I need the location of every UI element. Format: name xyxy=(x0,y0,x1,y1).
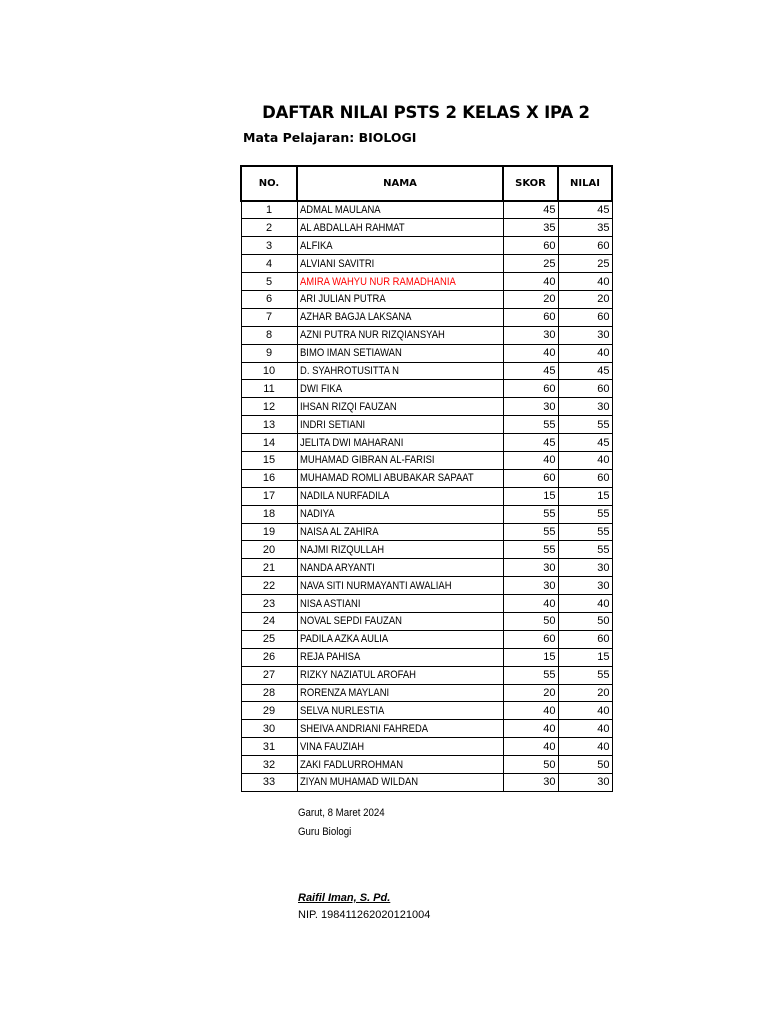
cell-nilai: 20 xyxy=(558,290,612,308)
cell-no: 1 xyxy=(241,201,297,219)
cell-skor: 45 xyxy=(503,362,558,380)
grades-table xyxy=(240,165,613,792)
cell-name xyxy=(297,469,503,487)
table-row xyxy=(241,290,612,308)
cell-no: 14 xyxy=(241,434,297,452)
column-header-nilai: NILAI xyxy=(558,166,612,201)
student-name: ARI JULIAN PUTRA xyxy=(299,293,386,306)
cell-no: 19 xyxy=(241,523,297,541)
cell-no: 27 xyxy=(241,666,297,684)
table-row xyxy=(241,237,612,255)
cell-nilai: 30 xyxy=(558,559,612,577)
cell-no: 18 xyxy=(241,505,297,523)
table-row xyxy=(241,308,612,326)
cell-skor: 60 xyxy=(503,469,558,487)
student-name: SELVA NURLESTIA xyxy=(299,704,384,717)
cell-nilai: 50 xyxy=(558,612,612,630)
cell-no: 21 xyxy=(241,559,297,577)
cell-no: 17 xyxy=(241,487,297,505)
signature-place-date-text: Garut, 8 Maret 2024 xyxy=(298,807,385,819)
cell-name xyxy=(297,487,503,505)
cell-nilai: 15 xyxy=(558,648,612,666)
student-name: REJA PAHISA xyxy=(299,651,360,664)
table-row xyxy=(241,469,612,487)
student-name: AZHAR BAGJA LAKSANA xyxy=(299,311,411,324)
cell-skor: 40 xyxy=(503,702,558,720)
cell-name xyxy=(297,666,503,684)
student-name: AZNI PUTRA NUR RIZQIANSYAH xyxy=(299,329,445,342)
cell-no: 13 xyxy=(241,416,297,434)
cell-name xyxy=(297,362,503,380)
cell-name xyxy=(297,523,503,541)
table-row xyxy=(241,380,612,398)
cell-no: 30 xyxy=(241,720,297,738)
table-row xyxy=(241,559,612,577)
cell-skor: 20 xyxy=(503,684,558,702)
cell-no: 16 xyxy=(241,469,297,487)
cell-nilai: 30 xyxy=(558,577,612,595)
cell-name xyxy=(297,416,503,434)
cell-name xyxy=(297,290,503,308)
cell-no: 4 xyxy=(241,255,297,273)
table-row xyxy=(241,416,612,434)
cell-no: 33 xyxy=(241,774,297,792)
cell-nilai: 45 xyxy=(558,434,612,452)
cell-no: 2 xyxy=(241,219,297,237)
table-row xyxy=(241,720,612,738)
table-row xyxy=(241,362,612,380)
signature-place-date xyxy=(298,807,396,819)
cell-no: 32 xyxy=(241,756,297,774)
cell-nilai: 50 xyxy=(558,756,612,774)
table-row xyxy=(241,505,612,523)
cell-skor: 30 xyxy=(503,559,558,577)
cell-nilai: 40 xyxy=(558,344,612,362)
cell-nilai: 55 xyxy=(558,666,612,684)
cell-nilai: 35 xyxy=(558,219,612,237)
table-row xyxy=(241,219,612,237)
student-name: NADIYA xyxy=(299,508,335,521)
cell-skor: 55 xyxy=(503,523,558,541)
cell-name xyxy=(297,630,503,648)
cell-nilai: 40 xyxy=(558,451,612,469)
cell-name xyxy=(297,595,503,613)
signature-role xyxy=(298,826,359,838)
cell-name xyxy=(297,702,503,720)
cell-skor: 40 xyxy=(503,344,558,362)
cell-skor: 40 xyxy=(503,738,558,756)
cell-skor: 60 xyxy=(503,237,558,255)
cell-name xyxy=(297,398,503,416)
cell-name xyxy=(297,612,503,630)
signature-role-text: Guru Biologi xyxy=(298,826,352,838)
student-name: MUHAMAD GIBRAN AL-FARISI xyxy=(299,454,435,467)
table-row xyxy=(241,774,612,792)
table-row xyxy=(241,523,612,541)
student-name: AMIRA WAHYU NUR RAMADHANIA xyxy=(299,275,456,288)
cell-skor: 55 xyxy=(503,416,558,434)
cell-no: 5 xyxy=(241,273,297,291)
student-name: DWI FIKA xyxy=(299,382,342,395)
cell-nilai: 25 xyxy=(558,255,612,273)
student-name: NANDA ARYANTI xyxy=(299,561,375,574)
cell-no: 8 xyxy=(241,326,297,344)
table-row xyxy=(241,273,612,291)
student-name: AL ABDALLAH RAHMAT xyxy=(299,221,405,234)
cell-no: 24 xyxy=(241,612,297,630)
cell-skor: 25 xyxy=(503,255,558,273)
table-row xyxy=(241,612,612,630)
table-row xyxy=(241,595,612,613)
student-name: NISA ASTIANI xyxy=(299,597,360,610)
cell-no: 15 xyxy=(241,451,297,469)
cell-skor: 40 xyxy=(503,595,558,613)
cell-skor: 50 xyxy=(503,612,558,630)
student-name: NAJMI RIZQULLAH xyxy=(299,543,384,556)
cell-name xyxy=(297,380,503,398)
cell-nilai: 55 xyxy=(558,541,612,559)
cell-no: 3 xyxy=(241,237,297,255)
table-row xyxy=(241,648,612,666)
student-name: RORENZA MAYLANI xyxy=(299,686,389,699)
table-body xyxy=(241,201,612,791)
table-header-row xyxy=(241,166,612,201)
signature-name: Raifil Iman, S. Pd. xyxy=(298,892,391,904)
student-name: D. SYAHROTUSITTA N xyxy=(299,364,399,377)
cell-name xyxy=(297,541,503,559)
table-row xyxy=(241,577,612,595)
table-row xyxy=(241,541,612,559)
table-row xyxy=(241,666,612,684)
cell-skor: 40 xyxy=(503,273,558,291)
cell-name xyxy=(297,201,503,219)
cell-no: 11 xyxy=(241,380,297,398)
cell-skor: 50 xyxy=(503,756,558,774)
cell-name xyxy=(297,434,503,452)
cell-skor: 40 xyxy=(503,451,558,469)
cell-skor: 30 xyxy=(503,326,558,344)
cell-name xyxy=(297,505,503,523)
subject-line: Mata Pelajaran: BIOLOGI xyxy=(243,130,417,145)
student-name: INDRI SETIANI xyxy=(299,418,365,431)
cell-no: 31 xyxy=(241,738,297,756)
cell-nilai: 30 xyxy=(558,398,612,416)
cell-nilai: 60 xyxy=(558,237,612,255)
table-row xyxy=(241,684,612,702)
cell-nilai: 55 xyxy=(558,523,612,541)
student-name: NAISA AL ZAHIRA xyxy=(299,525,379,538)
cell-no: 28 xyxy=(241,684,297,702)
student-name: NADILA NURFADILA xyxy=(299,490,389,503)
cell-name xyxy=(297,774,503,792)
cell-skor: 60 xyxy=(503,630,558,648)
cell-nilai: 60 xyxy=(558,380,612,398)
cell-name xyxy=(297,648,503,666)
cell-skor: 60 xyxy=(503,308,558,326)
cell-name xyxy=(297,326,503,344)
student-name: ALFIKA xyxy=(299,239,333,252)
cell-no: 29 xyxy=(241,702,297,720)
cell-name xyxy=(297,738,503,756)
student-name: RIZKY NAZIATUL AROFAH xyxy=(299,669,416,682)
cell-skor: 35 xyxy=(503,219,558,237)
table-row xyxy=(241,326,612,344)
cell-nilai: 40 xyxy=(558,720,612,738)
cell-skor: 45 xyxy=(503,434,558,452)
student-name: PADILA AZKA AULIA xyxy=(299,633,388,646)
cell-nilai: 45 xyxy=(558,362,612,380)
table-row xyxy=(241,201,612,219)
cell-no: 25 xyxy=(241,630,297,648)
table-row xyxy=(241,451,612,469)
table-row xyxy=(241,630,612,648)
cell-name xyxy=(297,720,503,738)
cell-skor: 15 xyxy=(503,487,558,505)
student-name: NAVA SITI NURMAYANTI AWALIAH xyxy=(299,579,452,592)
cell-skor: 55 xyxy=(503,666,558,684)
cell-name xyxy=(297,308,503,326)
table-row xyxy=(241,702,612,720)
table-row xyxy=(241,434,612,452)
cell-name xyxy=(297,559,503,577)
cell-name xyxy=(297,756,503,774)
cell-name xyxy=(297,451,503,469)
student-name: BIMO IMAN SETIAWAN xyxy=(299,347,402,360)
cell-name xyxy=(297,684,503,702)
student-name: JELITA DWI MAHARANI xyxy=(299,436,403,449)
student-name: ADMAL MAULANA xyxy=(299,204,381,217)
cell-nilai: 55 xyxy=(558,416,612,434)
table-row xyxy=(241,344,612,362)
cell-no: 20 xyxy=(241,541,297,559)
signature-nip: NIP. 198411262020121004 xyxy=(298,909,431,921)
cell-no: 6 xyxy=(241,290,297,308)
table-row xyxy=(241,756,612,774)
cell-nilai: 30 xyxy=(558,774,612,792)
cell-skor: 55 xyxy=(503,541,558,559)
cell-skor: 45 xyxy=(503,201,558,219)
cell-nilai: 15 xyxy=(558,487,612,505)
cell-no: 9 xyxy=(241,344,297,362)
cell-nilai: 60 xyxy=(558,469,612,487)
cell-skor: 30 xyxy=(503,577,558,595)
student-name: ALVIANI SAVITRI xyxy=(299,257,374,270)
table-row xyxy=(241,487,612,505)
cell-nilai: 60 xyxy=(558,308,612,326)
cell-nilai: 45 xyxy=(558,201,612,219)
cell-name xyxy=(297,237,503,255)
student-name: ZAKI FADLURROHMAN xyxy=(299,758,403,771)
student-name: NOVAL SEPDI FAUZAN xyxy=(299,615,402,628)
cell-nilai: 30 xyxy=(558,326,612,344)
cell-skor: 15 xyxy=(503,648,558,666)
cell-nilai: 40 xyxy=(558,595,612,613)
student-name: MUHAMAD ROMLI ABUBAKAR SAPAAT xyxy=(299,472,474,485)
cell-nilai: 60 xyxy=(558,630,612,648)
cell-skor: 60 xyxy=(503,380,558,398)
cell-nilai: 40 xyxy=(558,273,612,291)
table-row xyxy=(241,738,612,756)
cell-name xyxy=(297,273,503,291)
cell-no: 10 xyxy=(241,362,297,380)
cell-no: 12 xyxy=(241,398,297,416)
student-name: ZIYAN MUHAMAD WILDAN xyxy=(299,776,418,789)
cell-skor: 40 xyxy=(503,720,558,738)
column-header-nama: NAMA xyxy=(297,166,503,201)
cell-name xyxy=(297,219,503,237)
cell-skor: 30 xyxy=(503,398,558,416)
cell-nilai: 40 xyxy=(558,738,612,756)
cell-no: 22 xyxy=(241,577,297,595)
cell-name xyxy=(297,577,503,595)
cell-skor: 55 xyxy=(503,505,558,523)
column-header-no: NO. xyxy=(241,166,297,201)
table-row xyxy=(241,255,612,273)
student-name: IHSAN RIZQI FAUZAN xyxy=(299,400,397,413)
cell-no: 26 xyxy=(241,648,297,666)
column-header-skor: SKOR xyxy=(503,166,558,201)
cell-nilai: 20 xyxy=(558,684,612,702)
cell-no: 7 xyxy=(241,308,297,326)
document-title: DAFTAR NILAI PSTS 2 KELAS X IPA 2 xyxy=(262,103,590,122)
student-name: SHEIVA ANDRIANI FAHREDA xyxy=(299,722,428,735)
cell-skor: 20 xyxy=(503,290,558,308)
cell-no: 23 xyxy=(241,595,297,613)
cell-name xyxy=(297,344,503,362)
cell-nilai: 55 xyxy=(558,505,612,523)
cell-name xyxy=(297,255,503,273)
cell-skor: 30 xyxy=(503,774,558,792)
student-name: VINA FAUZIAH xyxy=(299,740,364,753)
cell-nilai: 40 xyxy=(558,702,612,720)
table-row xyxy=(241,398,612,416)
